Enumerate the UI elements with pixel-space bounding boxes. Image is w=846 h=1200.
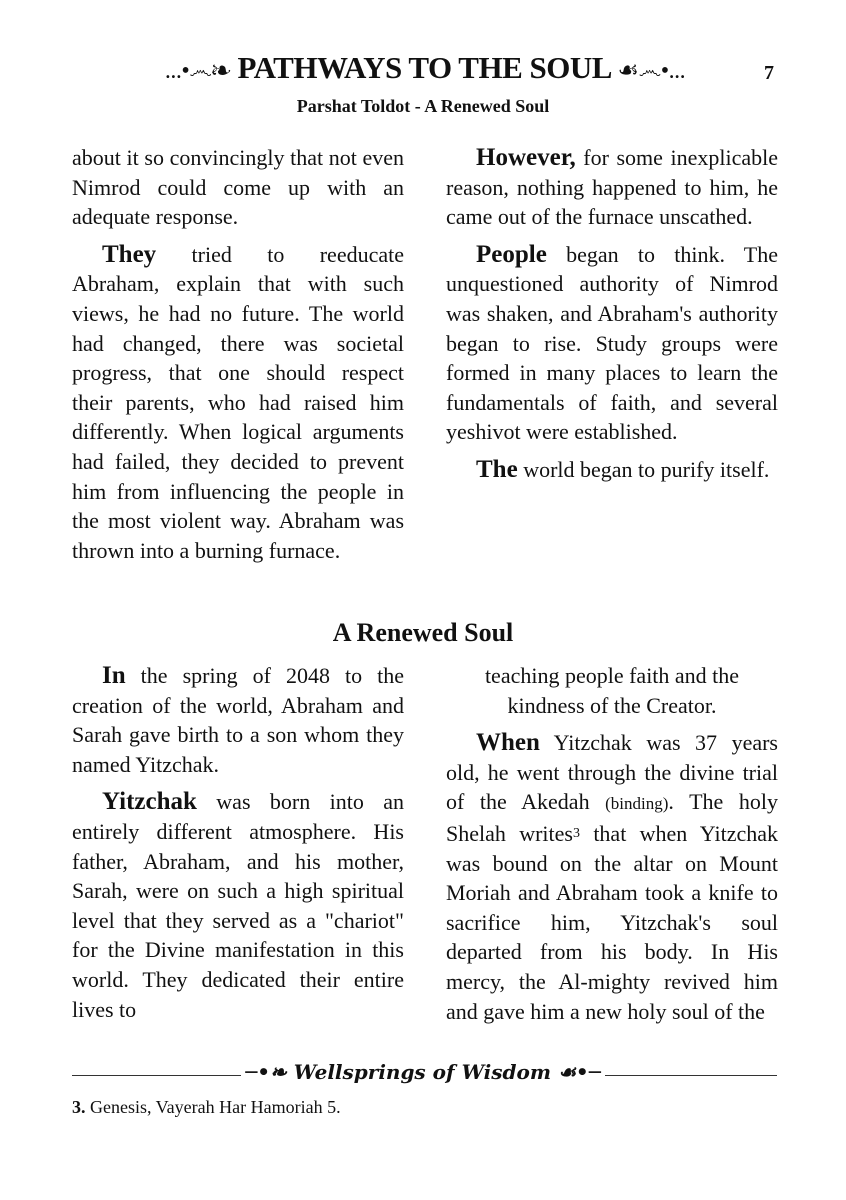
footnote-text: Genesis, Vayerah Har Hamoriah 5. xyxy=(85,1097,341,1117)
lead-word: Yitzchak xyxy=(102,788,197,816)
text: that when Yitzchak was bound on the altar on Mount Moriah and Abraham took a knife to sacrifice him, Yitzchak's soul departed from his body. In His mercy, the Al-mighty revived him and gave him a new holy soul of the xyxy=(446,820,778,1024)
ornament-left: ─•❧ xyxy=(245,1060,287,1084)
paragraph xyxy=(72,787,404,1024)
paragraph xyxy=(446,455,778,485)
text: began to think. The unquestioned authority of Nimrod was shaken, and Abraham's authority began to rise. Study groups were formed in many places to learn the fundamentals of faith, and several yeshivot were established. xyxy=(446,241,778,445)
lead-word: However, xyxy=(476,144,576,171)
book-title xyxy=(130,50,720,86)
paragraph xyxy=(446,240,778,447)
paragraph xyxy=(72,143,404,232)
text: the spring of 2048 to the creation of the world, Abraham and Sarah gave birth to a son whom they named Yitzchak. xyxy=(72,663,404,777)
section-heading: A Renewed Soul xyxy=(332,618,514,647)
paragraph xyxy=(446,728,778,1026)
bottom-right-column xyxy=(446,661,778,1034)
top-left-column xyxy=(72,143,404,573)
chapter-subtitle: Parshat Toldot - A Renewed Soul xyxy=(296,96,550,116)
book-title-text: PATHWAYS TO THE SOUL xyxy=(237,50,611,85)
lead-word: When xyxy=(476,729,540,757)
text: was born into an entirely different atmosphere. His father, Abraham, and his mother, Sarah, were on such a high spiritual level that they served as a "chariot" for the Divine manifestation in this world. They dedicated their entire lives to xyxy=(72,789,404,1022)
page-number: 7 xyxy=(764,62,774,84)
text: world began to purify itself. xyxy=(517,456,770,482)
paragraph xyxy=(72,240,404,566)
ornament-right: ☙•─ xyxy=(558,1060,601,1084)
paragraph xyxy=(446,143,778,232)
footnote-ref[interactable]: 3 xyxy=(572,825,580,841)
text: for some inexplicable reason, nothing happened to him, he came out of the furnace unscathed. xyxy=(446,145,778,230)
text: about it so convincingly that not even Nimrod could come up with an adequate response. xyxy=(72,145,404,230)
ornament-right: ☙෴•... xyxy=(617,58,686,84)
footnote-number: 3. xyxy=(72,1097,86,1117)
text-small: (binding) xyxy=(605,794,669,814)
lead-word: People xyxy=(476,240,547,268)
paragraph xyxy=(72,661,404,779)
top-right-column xyxy=(446,143,778,493)
lead-word: In xyxy=(102,662,126,689)
ornament-left: ...•෴❧ xyxy=(164,58,231,84)
text: tried to reeducate Abraham, explain that with such views, he had no future. The world had changed, there was societal progress, that one should respect their parents, who had raised him differently. When logical arguments had failed, they decided to prevent him from influencing the people in the most violent way. Abraham was thrown into a burning furnace. xyxy=(72,241,404,563)
paragraph: teaching people faith and the kindness of the Creator. xyxy=(484,663,740,718)
text: Yitzchak was 37 years old, he went through the divine trial of the Akedah xyxy=(446,730,778,815)
footer-ornament xyxy=(0,1060,846,1084)
footer-title: Wellsprings of Wisdom xyxy=(293,1060,552,1084)
lead-word: The xyxy=(476,455,518,483)
text: . The holy Shelah writes xyxy=(446,789,778,846)
footnote xyxy=(72,1097,341,1118)
lead-word: They xyxy=(102,240,157,268)
bottom-left-column xyxy=(72,661,404,1032)
